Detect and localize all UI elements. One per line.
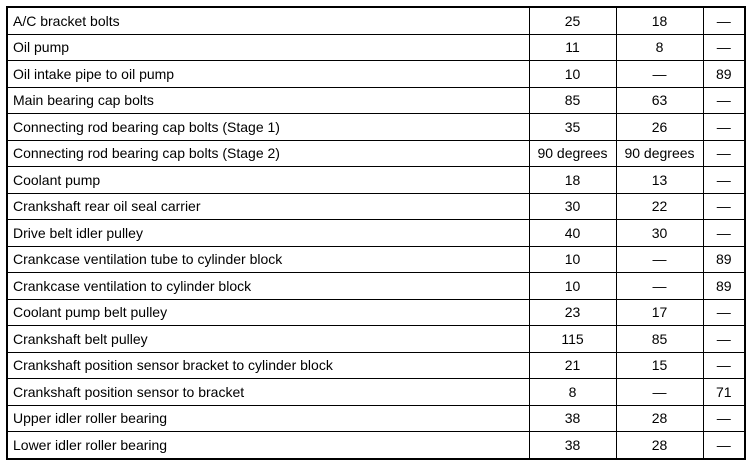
value-cell-2: 85 [616,326,703,353]
value-cell-2: 26 [616,114,703,141]
value-cell-2: 63 [616,87,703,114]
fastener-name-cell: Crankshaft belt pulley [7,326,529,353]
torque-spec-table-body [7,7,745,459]
value-cell-3: — [703,7,745,34]
value-cell-3: 71 [703,379,745,406]
value-cell-2: — [616,273,703,300]
value-cell-3: — [703,326,745,353]
value-cell-1: 38 [529,432,616,459]
fastener-name-cell: Lower idler roller bearing [7,432,529,459]
value-cell-3: — [703,167,745,194]
value-cell-3: 89 [703,61,745,88]
value-cell-2: — [616,61,703,88]
value-cell-3: — [703,193,745,220]
value-cell-1: 10 [529,61,616,88]
table-row [7,140,745,167]
value-cell-1: 18 [529,167,616,194]
table-row [7,273,745,300]
fastener-name-cell: Crankshaft rear oil seal carrier [7,193,529,220]
fastener-name-cell: Crankcase ventilation tube to cylinder block [7,246,529,273]
value-cell-1: 90 degrees [529,140,616,167]
value-cell-1: 23 [529,299,616,326]
value-cell-3: — [703,114,745,141]
value-cell-3: — [703,405,745,432]
value-cell-2: 13 [616,167,703,194]
value-cell-2: 22 [616,193,703,220]
value-cell-1: 25 [529,7,616,34]
fastener-name-cell: Upper idler roller bearing [7,405,529,432]
fastener-name-cell: Coolant pump [7,167,529,194]
fastener-name-cell: Connecting rod bearing cap bolts (Stage 2) [7,140,529,167]
value-cell-2: 18 [616,7,703,34]
fastener-name-cell: Connecting rod bearing cap bolts (Stage 1) [7,114,529,141]
value-cell-3: — [703,140,745,167]
value-cell-2: 90 degrees [616,140,703,167]
value-cell-3: 89 [703,246,745,273]
value-cell-1: 8 [529,379,616,406]
fastener-name-cell: Oil intake pipe to oil pump [7,61,529,88]
value-cell-1: 38 [529,405,616,432]
table-row [7,326,745,353]
table-row [7,167,745,194]
table-row [7,379,745,406]
value-cell-2: 15 [616,352,703,379]
table-row [7,246,745,273]
value-cell-1: 115 [529,326,616,353]
value-cell-2: — [616,379,703,406]
fastener-name-cell: Crankshaft position sensor bracket to cylinder block [7,352,529,379]
table-row [7,220,745,247]
value-cell-3: — [703,432,745,459]
value-cell-1: 11 [529,34,616,61]
value-cell-1: 40 [529,220,616,247]
fastener-name-cell: A/C bracket bolts [7,7,529,34]
table-row [7,405,745,432]
value-cell-1: 35 [529,114,616,141]
table-row [7,193,745,220]
fastener-name-cell: Main bearing cap bolts [7,87,529,114]
value-cell-3: — [703,34,745,61]
value-cell-3: — [703,220,745,247]
torque-spec-table [6,6,746,460]
value-cell-1: 10 [529,273,616,300]
fastener-name-cell: Drive belt idler pulley [7,220,529,247]
value-cell-2: 28 [616,432,703,459]
value-cell-2: 8 [616,34,703,61]
table-row [7,432,745,459]
fastener-name-cell: Coolant pump belt pulley [7,299,529,326]
value-cell-2: — [616,246,703,273]
fastener-name-cell: Crankshaft position sensor to bracket [7,379,529,406]
value-cell-2: 30 [616,220,703,247]
value-cell-3: 89 [703,273,745,300]
fastener-name-cell: Oil pump [7,34,529,61]
value-cell-3: — [703,299,745,326]
table-row [7,299,745,326]
value-cell-3: — [703,87,745,114]
value-cell-1: 85 [529,87,616,114]
table-row [7,34,745,61]
value-cell-1: 10 [529,246,616,273]
value-cell-3: — [703,352,745,379]
value-cell-2: 17 [616,299,703,326]
table-row [7,7,745,34]
table-row [7,114,745,141]
fastener-name-cell: Crankcase ventilation to cylinder block [7,273,529,300]
table-row [7,352,745,379]
table-row [7,61,745,88]
table-row [7,87,745,114]
value-cell-2: 28 [616,405,703,432]
value-cell-1: 21 [529,352,616,379]
value-cell-1: 30 [529,193,616,220]
